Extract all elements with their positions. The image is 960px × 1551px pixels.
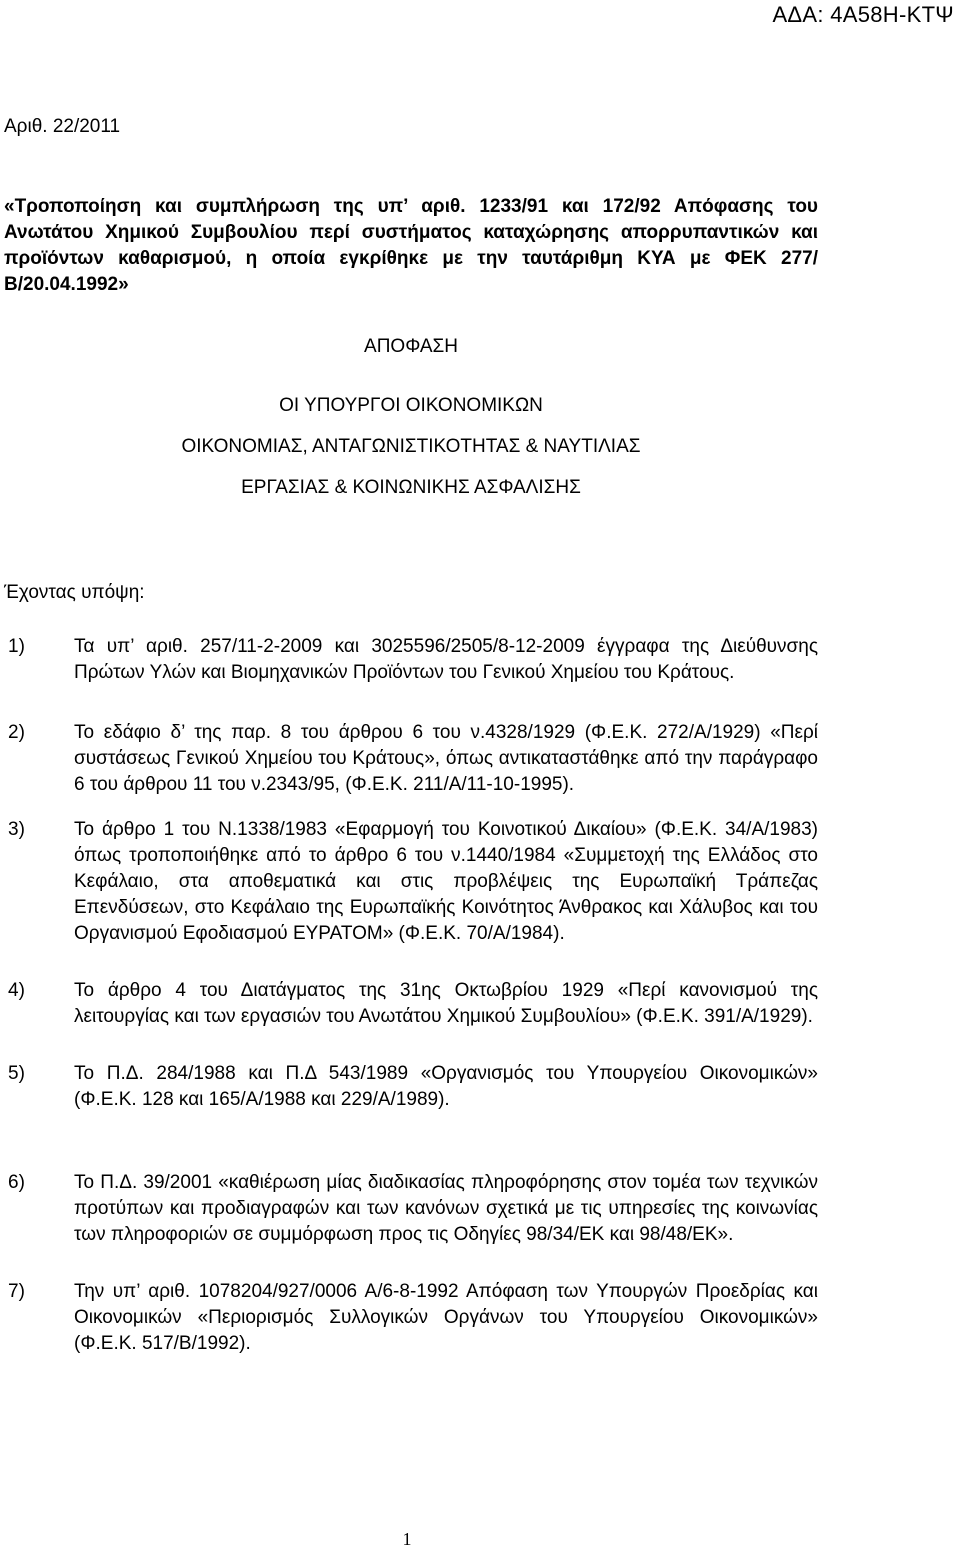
item-text: Το εδάφιο δ’ της παρ. 8 του άρθρου 6 του ν.4328/1929 (Φ.Ε.Κ. 272/Α/1929) «Περί συστάσεως Γενικού Χημείου του Κράτους», όπως αντικαταστάθηκε από την παράγραφο 6 του άρθρου 11 του ν.2343/95, (Φ.Ε.Κ. 211/Α/11-10-1995).	[74, 722, 818, 795]
item-text: Το άρθρο 1 του Ν.1338/1983 «Εφαρμογή του Κοινοτικού Δικαίου» (Φ.Ε.Κ. 34/Α/1983) όπως τροποποιήθηκε από το άρθρο 6 του ν.1440/1984 «Συμμετοχή της Ελλάδος στο Κεφάλαιο, στα αποθεματικά και στις προβλέψεις της Ευρωπαϊκή Τράπεζας Επενδύσεων, στο Κεφάλαιο της Ευρωπαϊκής Κοινότητος Άνθρακος και Χάλυβος και του Οργανισμού Εφοδιασμού ΕΥΡΑΤΟΜ» (Φ.Ε.Κ. 70/Α/1984).	[74, 819, 818, 944]
decision-subject: «Τροποποίηση και συμπλήρωση της υπ’ αριθ. 1233/91 και 172/92 Απόφασης του Ανωτάτου Χημικού Συμβουλίου περί συστήματος καταχώρησης απορρυπαντικών και προϊόντων καθαρισμού, η οποία εγκρίθηκε με την ταυτάριθμη ΚΥΑ με ΦΕΚ 277/Β/20.04.1992»	[4, 196, 818, 295]
document-body	[4, 114, 818, 1357]
page-number: 1	[402, 1529, 412, 1549]
list-item	[4, 1279, 818, 1357]
list-item	[4, 1170, 818, 1248]
list-item	[4, 1061, 818, 1113]
decision-number: Αριθ. 22/2011	[4, 116, 121, 137]
considering-heading: Έχοντας υπόψη:	[4, 582, 145, 603]
list-item	[4, 720, 818, 798]
item-number: 2)	[8, 722, 25, 743]
item-text: Την υπ’ αριθ. 1078204/927/0006 Α/6-8-1992 Απόφαση των Υπουργών Προεδρίας και Οικονομικών «Περιορισμός Συλλογικών Οργάνων του Υπουργείου Οικονομικών» (Φ.Ε.Κ. 517/Β/1992).	[74, 1281, 818, 1354]
list-item	[4, 634, 818, 686]
item-number: 7)	[8, 1281, 25, 1302]
item-number: 4)	[8, 980, 25, 1001]
list-item	[4, 817, 818, 947]
ministers-line-3: ΕΡΓΑΣΙΑΣ & ΚΟΙΝΩΝΙΚΗΣ ΑΣΦΑΛΙΣΗΣ	[241, 477, 581, 498]
item-text: Τα υπ’ αριθ. 257/11-2-2009 και 3025596/2505/8-12-2009 έγγραφα της Διεύθυνσης Πρώτων Υλών και Βιομηχανικών Προϊόντων του Γενικού Χημείου του Κράτους.	[74, 636, 818, 683]
decision-title: ΑΠΟΦΑΣΗ	[364, 336, 458, 357]
list-item	[4, 978, 818, 1030]
considerations-list	[4, 634, 818, 1357]
item-number: 6)	[8, 1172, 25, 1193]
item-number: 5)	[8, 1063, 25, 1084]
item-text: Το Π.Δ. 39/2001 «καθιέρωση μίας διαδικασίας πληροφόρησης στον τομέα των τεχνικών προτύπων και προδιαγραφών και των κανόνων σχετικά με τις υπηρεσίες της κοινωνίας των πληροφοριών σε συμμόρφωση προς τις Οδηγίες 98/34/ΕΚ και 98/48/ΕΚ».	[74, 1172, 818, 1245]
item-text: Το άρθρο 4 του Διατάγματος της 31ης Οκτωβρίου 1929 «Περί κανονισμού της λειτουργίας και των εργασιών του Ανωτάτου Χημικού Συμβουλίου» (Φ.Ε.Κ. 391/Α/1929).	[74, 980, 818, 1027]
ministers-line-1: ΟΙ ΥΠΟΥΡΓΟΙ ΟΙΚΟΝΟΜΙΚΩΝ	[279, 395, 543, 416]
item-number: 1)	[8, 636, 25, 657]
item-number: 3)	[8, 819, 25, 840]
item-text: Το Π.Δ. 284/1988 και Π.Δ 543/1989 «Οργανισμός του Υπουργείου Οικονομικών» (Φ.Ε.Κ. 128 και 165/Α/1988 και 229/Α/1989).	[74, 1063, 818, 1110]
ministers-line-2: ΟΙΚΟΝΟΜΙΑΣ, ΑΝΤΑΓΩΝΙΣΤΙΚΟΤΗΤΑΣ & ΝΑΥΤΙΛΙΑΣ	[181, 436, 641, 457]
ada-identifier: ΑΔΑ: 4Α58Η-ΚΤΨ	[772, 2, 954, 27]
